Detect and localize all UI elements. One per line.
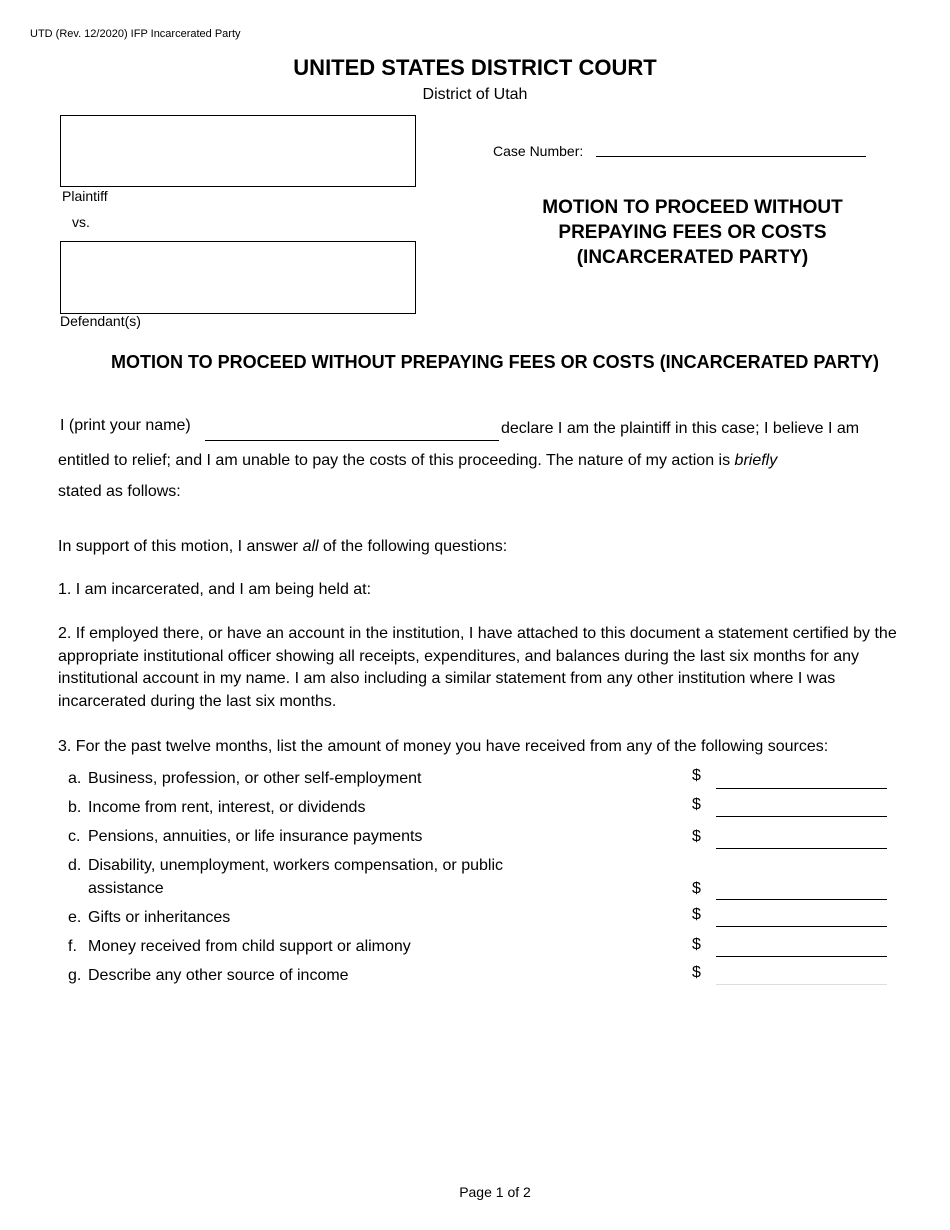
income-item (68, 825, 558, 848)
income-item (68, 796, 558, 819)
amount-field[interactable] (716, 956, 887, 957)
amount-field[interactable] (716, 899, 887, 900)
case-number-field[interactable] (596, 156, 866, 157)
defendant-label: Defendant(s) (60, 313, 141, 329)
versus-label: vs. (72, 214, 90, 230)
income-label: Income from rent, interest, or dividends (88, 799, 366, 816)
defendant-field[interactable] (60, 241, 416, 314)
currency-symbol: $ (692, 828, 701, 845)
name-prompt: I (print your name) (60, 417, 191, 434)
currency-symbol: $ (692, 796, 701, 813)
plaintiff-field[interactable] (60, 115, 416, 187)
income-item (68, 854, 558, 900)
side-title-line: MOTION TO PROCEED WITHOUT (542, 197, 843, 218)
support-emphasis: all (302, 538, 319, 555)
question-1: 1. I am incarcerated, and I am being held at: (58, 581, 372, 598)
support-text: In support of this motion, I answer (58, 538, 303, 555)
court-title: UNITED STATES DISTRICT COURT (293, 55, 657, 80)
income-letter: b. (68, 799, 82, 816)
support-text-end: of the following questions: (318, 538, 508, 555)
income-item (68, 906, 558, 929)
amount-field[interactable] (716, 788, 887, 789)
currency-symbol: $ (692, 906, 701, 923)
income-item (68, 935, 558, 958)
declaration-line-2-text: entitled to relief; and I am unable to pay the costs of this proceeding. The nature of my action is (58, 452, 735, 469)
currency-symbol: $ (692, 964, 701, 981)
side-title (520, 195, 865, 270)
income-letter: a. (68, 770, 82, 787)
income-label: Pensions, annuities, or life insurance payments (88, 828, 423, 845)
plaintiff-label: Plaintiff (62, 188, 108, 204)
income-label: Gifts or inheritances (88, 909, 231, 926)
district-name: District of Utah (422, 86, 528, 103)
declaration-emphasis: briefly (734, 452, 778, 469)
declaration-text: declare I am the plaintiff in this case; I believe I am (501, 420, 860, 437)
amount-field[interactable] (716, 816, 887, 817)
support-statement (58, 536, 908, 559)
name-field[interactable] (205, 440, 499, 441)
income-letter: g. (68, 967, 82, 984)
income-item (68, 964, 558, 987)
declaration-line-2 (58, 450, 908, 473)
currency-symbol: $ (692, 880, 701, 897)
income-label: Business, profession, or other self-employment (88, 770, 422, 787)
amount-field[interactable] (716, 926, 887, 927)
amount-field[interactable] (716, 848, 887, 849)
currency-symbol: $ (692, 936, 701, 953)
case-number-label: Case Number: (493, 143, 584, 159)
side-title-line: (INCARCERATED PARTY) (576, 247, 809, 268)
motion-title: MOTION TO PROCEED WITHOUT PREPAYING FEES OR COSTS (INCARCERATED PARTY) (110, 352, 880, 372)
income-letter: c. (68, 828, 81, 845)
income-item (68, 767, 558, 790)
income-label: Money received from child support or alimony (88, 938, 411, 955)
income-label: Describe any other source of income (88, 967, 349, 984)
amount-field[interactable] (716, 984, 887, 985)
page-number: Page 1 of 2 (459, 1184, 531, 1200)
question-2: 2. If employed there, or have an account in the institution, I have attached to this document a statement certified by the appropriate institutional officer showing all receipts, expenditures, and balances during the last six months for any institutional account in my name. I am also including a similar statement from any other institution where I was incarcerated during the last six months. (58, 625, 897, 710)
income-letter: e. (68, 909, 82, 926)
income-label: Disability, unemployment, workers compensation, or public assistance (88, 857, 503, 897)
income-letter: f. (68, 938, 77, 955)
currency-symbol: $ (692, 767, 701, 784)
side-title-line: PREPAYING FEES OR COSTS (558, 222, 827, 243)
declaration-line-3: stated as follows: (58, 483, 181, 500)
form-id: UTD (Rev. 12/2020) IFP Incarcerated Party (30, 28, 241, 40)
question-3: 3. For the past twelve months, list the amount of money you have received from any of the following sources: (58, 738, 829, 755)
income-letter: d. (68, 857, 82, 874)
